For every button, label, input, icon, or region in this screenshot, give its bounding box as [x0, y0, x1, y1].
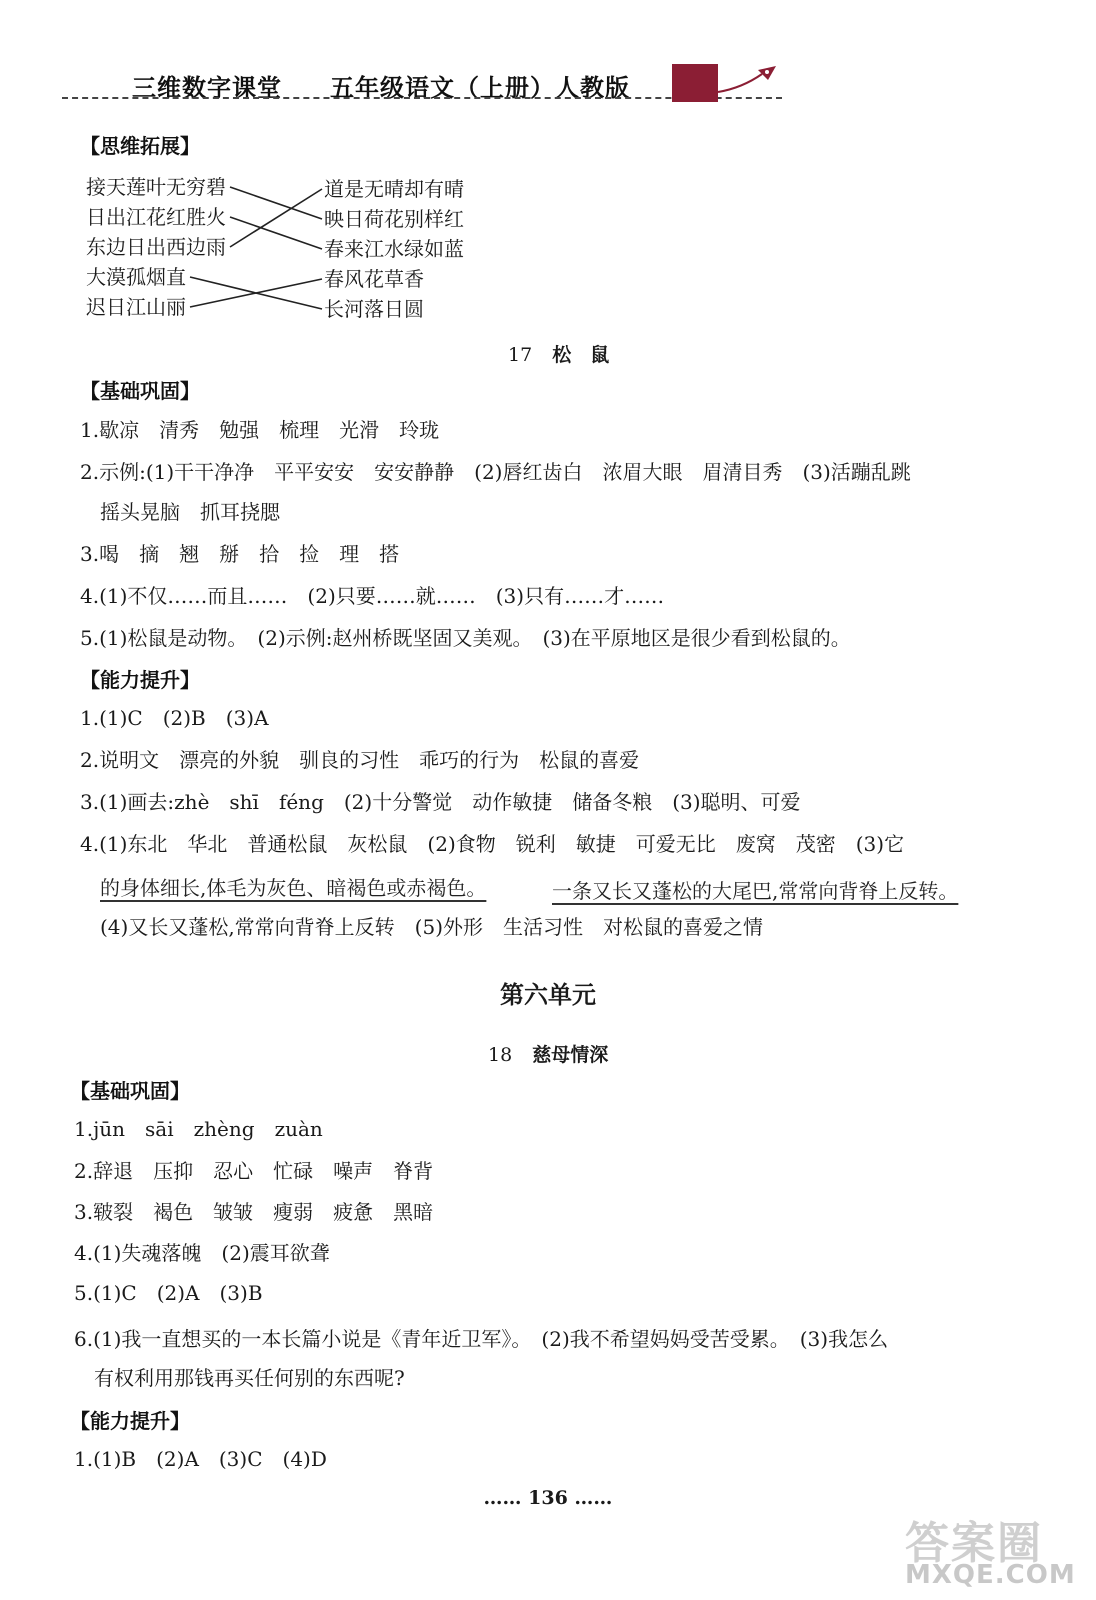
header-book-title: 五年级语文（上册）人教版 [330, 74, 630, 102]
l18-basic-2: 2.辞退 压抑 忍心 忙碌 噪声 脊背 [74, 1159, 434, 1183]
heading-basic-17: 【基础巩固】 [80, 379, 200, 403]
match-left-4: 大漠孤烟直 [86, 265, 186, 289]
watermark-url: MXQE.COM [905, 1560, 1076, 1590]
l18-basic-4: 4.(1)失魂落魄 (2)震耳欲聋 [74, 1241, 330, 1265]
match-left-2: 日出江花红胜火 [86, 205, 226, 229]
l17-basic-2b: 摇头晃脑 抓耳挠腮 [80, 500, 280, 524]
rocket-logo-icon [672, 62, 792, 106]
match-right-3: 春来江水绿如蓝 [324, 237, 464, 261]
l17-basic-2: 2.示例:(1)干干净净 平平安安 安安静静 (2)唇红齿白 浓眉大眼 眉清目秀 (3)活蹦乱跳 [80, 460, 911, 484]
heading-ability-18: 【能力提升】 [70, 1409, 190, 1433]
lesson-17-name: 松 鼠 [552, 344, 610, 366]
match-right-4: 春风花草香 [324, 267, 424, 291]
match-right-2: 映日荷花别样红 [324, 207, 464, 231]
l17-basic-4: 4.(1)不仅……而且…… (2)只要……就…… (3)只有……才…… [80, 584, 665, 608]
lesson-18-title [488, 1040, 608, 1067]
l17-ability-2: 2.说明文 漂亮的外貌 驯良的习性 乖巧的行为 松鼠的喜爱 [80, 748, 640, 772]
l17-ability-5: (4)又长又蓬松,常常向背脊上反转 (5)外形 生活习性 对松鼠的喜爱之情 [80, 915, 764, 939]
match-line-1 [230, 187, 322, 219]
l18-basic-1: 1.jūn sāi zhèng zuàn [74, 1117, 323, 1141]
l18-ability-1: 1.(1)B (2)A (3)C (4)D [74, 1447, 327, 1471]
l17-basic-3: 3.喝 摘 翘 掰 拾 捡 理 搭 [80, 542, 400, 566]
l18-basic-6b: 有权利用那钱再买任何别的东西呢? [74, 1366, 405, 1390]
match-line-5 [190, 279, 322, 307]
unit-title: 第六单元 [500, 981, 596, 1009]
l18-basic-6: 6.(1)我一直想买的一本长篇小说是《青年近卫军》。 (2)我不希望妈妈受苦受累。 (3)我怎么 [74, 1327, 889, 1351]
page-number: …… 136 …… [483, 1487, 613, 1509]
lesson-18-name: 慈母情深 [532, 1044, 609, 1066]
l17-ability-1: 1.(1)C (2)B (3)A [80, 706, 269, 730]
handwritten-answer-2: 一条又长又蓬松的大尾巴,常常向背脊上反转。 [552, 879, 959, 903]
match-left-5: 迟日江山丽 [86, 295, 186, 319]
match-line-4 [190, 277, 322, 309]
match-line-2 [230, 217, 322, 249]
match-left-1: 接天莲叶无穷碧 [86, 175, 226, 199]
match-right-1: 道是无晴却有晴 [324, 177, 464, 201]
lesson-18-number: 18 [488, 1044, 513, 1066]
lesson-17-title [508, 340, 609, 367]
watermark-logo: 答案圈 [905, 1518, 1043, 1569]
handwritten-answer-1: 的身体细长,体毛为灰色、暗褐色或赤褐色。 [100, 876, 487, 900]
l17-basic-1: 1.歇凉 清秀 勉强 梳理 光滑 玲珑 [80, 418, 440, 442]
match-right-5: 长河落日圆 [324, 297, 424, 321]
l17-ability-4: 4.(1)东北 华北 普通松鼠 灰松鼠 (2)食物 锐利 敏捷 可爱无比 废窝 茂密 (3)它 [80, 832, 905, 856]
match-line-3 [230, 189, 322, 247]
l18-basic-5: 5.(1)C (2)A (3)B [74, 1281, 263, 1305]
match-left-3: 东边日出西边雨 [86, 235, 226, 259]
l17-ability-3: 3.(1)画去:zhè shī féng (2)十分警觉 动作敏捷 储备冬粮 (3)聪明、可爱 [80, 790, 801, 814]
heading-thinking-extension: 【思维拓展】 [80, 134, 200, 158]
heading-basic-18: 【基础巩固】 [70, 1079, 190, 1103]
heading-ability-17: 【能力提升】 [80, 668, 200, 692]
lesson-17-number: 17 [508, 344, 533, 366]
header-series: 三维数字课堂 [132, 74, 282, 102]
l18-basic-3: 3.皲裂 褐色 皱皱 瘦弱 疲惫 黑暗 [74, 1200, 434, 1224]
l17-basic-5: 5.(1)松鼠是动物。 (2)示例:赵州桥既坚固又美观。 (3)在平原地区是很少看到松鼠的。 [80, 626, 851, 650]
